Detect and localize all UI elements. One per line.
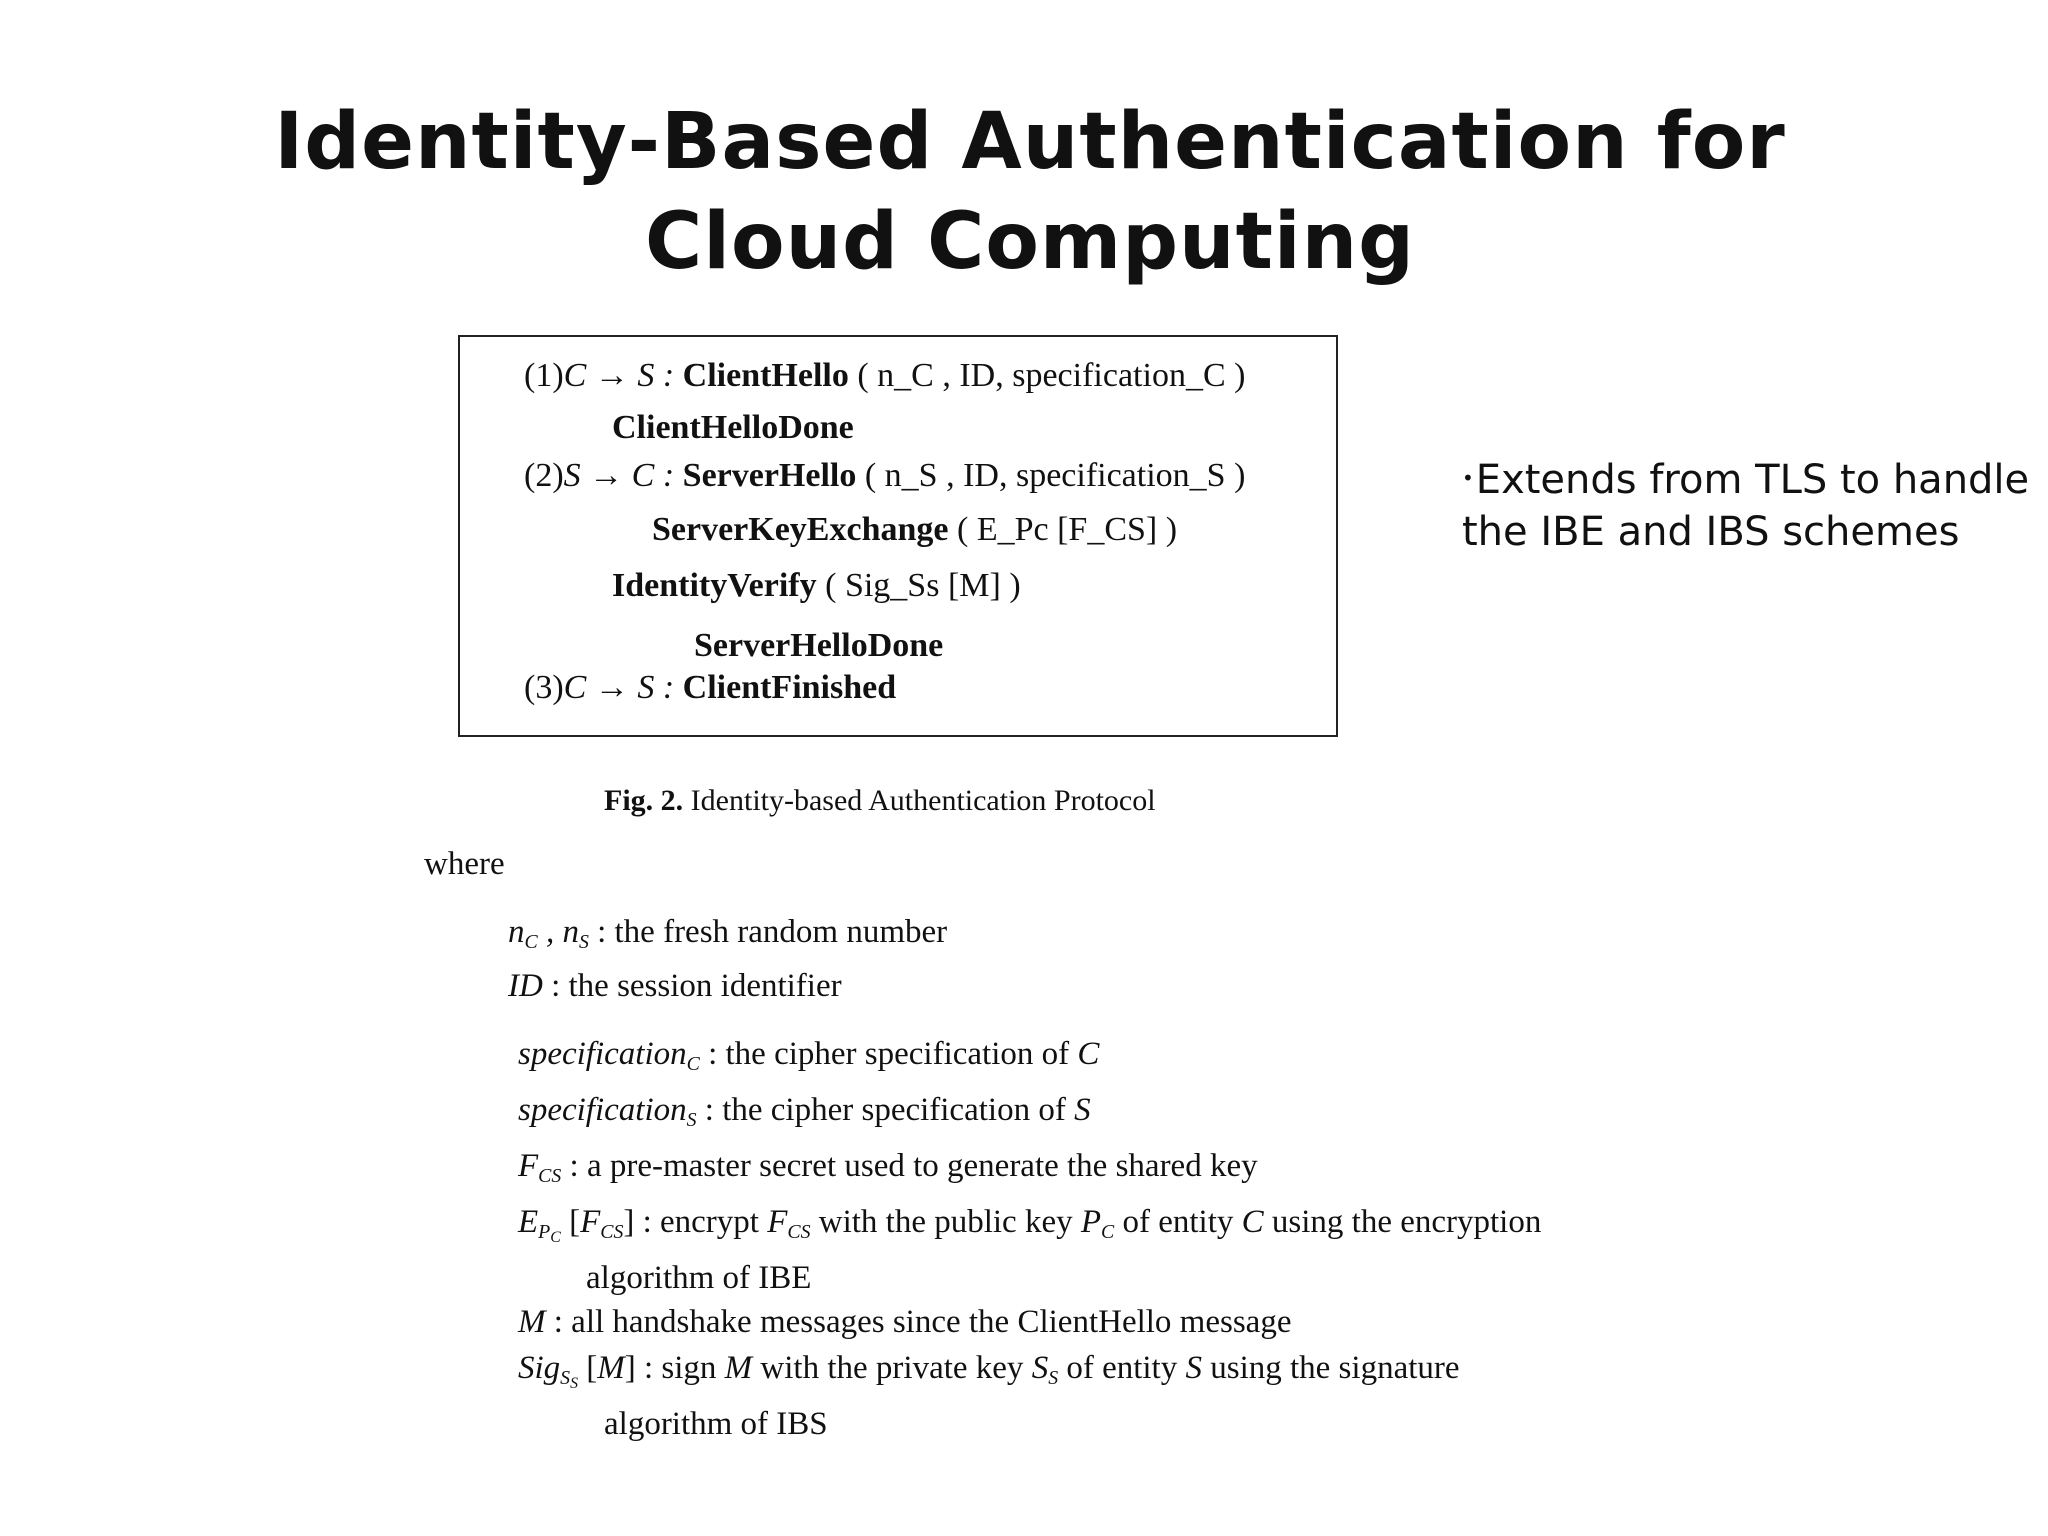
- protocol-step-2: (2)S → C : ServerHello ( n_S , ID, specification_S ): [524, 457, 1246, 494]
- protocol-step-1: (1)C → S : ClientHello ( n_C , ID, specification_C ): [524, 357, 1246, 394]
- def-spec-c: specification$_C$ : the cipher specification of C: [518, 1036, 1100, 1075]
- def-encrypt-cont: algorithm of IBE: [586, 1260, 812, 1296]
- caption-number: Fig. 2.: [604, 784, 684, 817]
- def-sign: Sig$_{S_S}$ [M] : sign M with the private key $S_S$ of entity S using the signature: [518, 1350, 1460, 1392]
- def-spec-s: specification$_S$ : the cipher specification of S: [518, 1092, 1091, 1131]
- protocol-step-3: (3)C → S : ClientFinished: [524, 669, 897, 706]
- client-hello-args: ( n_C , ID, specification_C ): [857, 357, 1246, 394]
- identity-verify: IdentityVerify ( Sig_Ss [M] ): [612, 567, 1021, 604]
- client-hello-done: ClientHelloDone: [612, 409, 854, 446]
- server-key-exchange: ServerKeyExchange ( E_Pc [F_CS] ): [652, 511, 1178, 548]
- where-label: where: [424, 846, 505, 882]
- def-fcs: $F_{CS}$ : a pre-master secret used to generate the shared key: [518, 1148, 1258, 1187]
- def-encrypt: $E_{P_C}$ $[F_{CS}]$ : encrypt $F_{CS}$ with the public key $P_C$ of entity C using the encryption: [518, 1204, 1542, 1246]
- server-hello-done: ServerHelloDone: [694, 627, 944, 664]
- caption-text: Identity-based Authentication Protocol: [690, 784, 1156, 817]
- figure-caption: [604, 784, 1156, 818]
- side-note: •Extends from TLS to handle the IBE and IBS schemes: [1462, 457, 2030, 555]
- protocol-figure: [458, 335, 1338, 737]
- def-m: M : all handshake messages since the ClientHello message: [518, 1304, 1292, 1340]
- server-hello-args: ( n_S , ID, specification_S ): [864, 457, 1246, 494]
- server-hello-message: ServerHello: [682, 457, 857, 494]
- def-nonces: $n_C$ , $n_S$ : the fresh random number: [508, 914, 948, 953]
- def-sign-cont: algorithm of IBS: [604, 1406, 828, 1442]
- step3-flow: C → S :: [563, 669, 675, 706]
- step1-flow: C → S :: [563, 357, 675, 394]
- client-hello-message: ClientHello: [682, 357, 849, 394]
- client-finished-message: ClientFinished: [682, 669, 897, 706]
- bullet-icon: •: [1462, 466, 1474, 490]
- step2-flow: S → C :: [563, 457, 675, 494]
- def-id: ID : the session identifier: [508, 968, 842, 1004]
- slide-title: Identity-Based Authentication for Cloud Computing: [274, 97, 1786, 287]
